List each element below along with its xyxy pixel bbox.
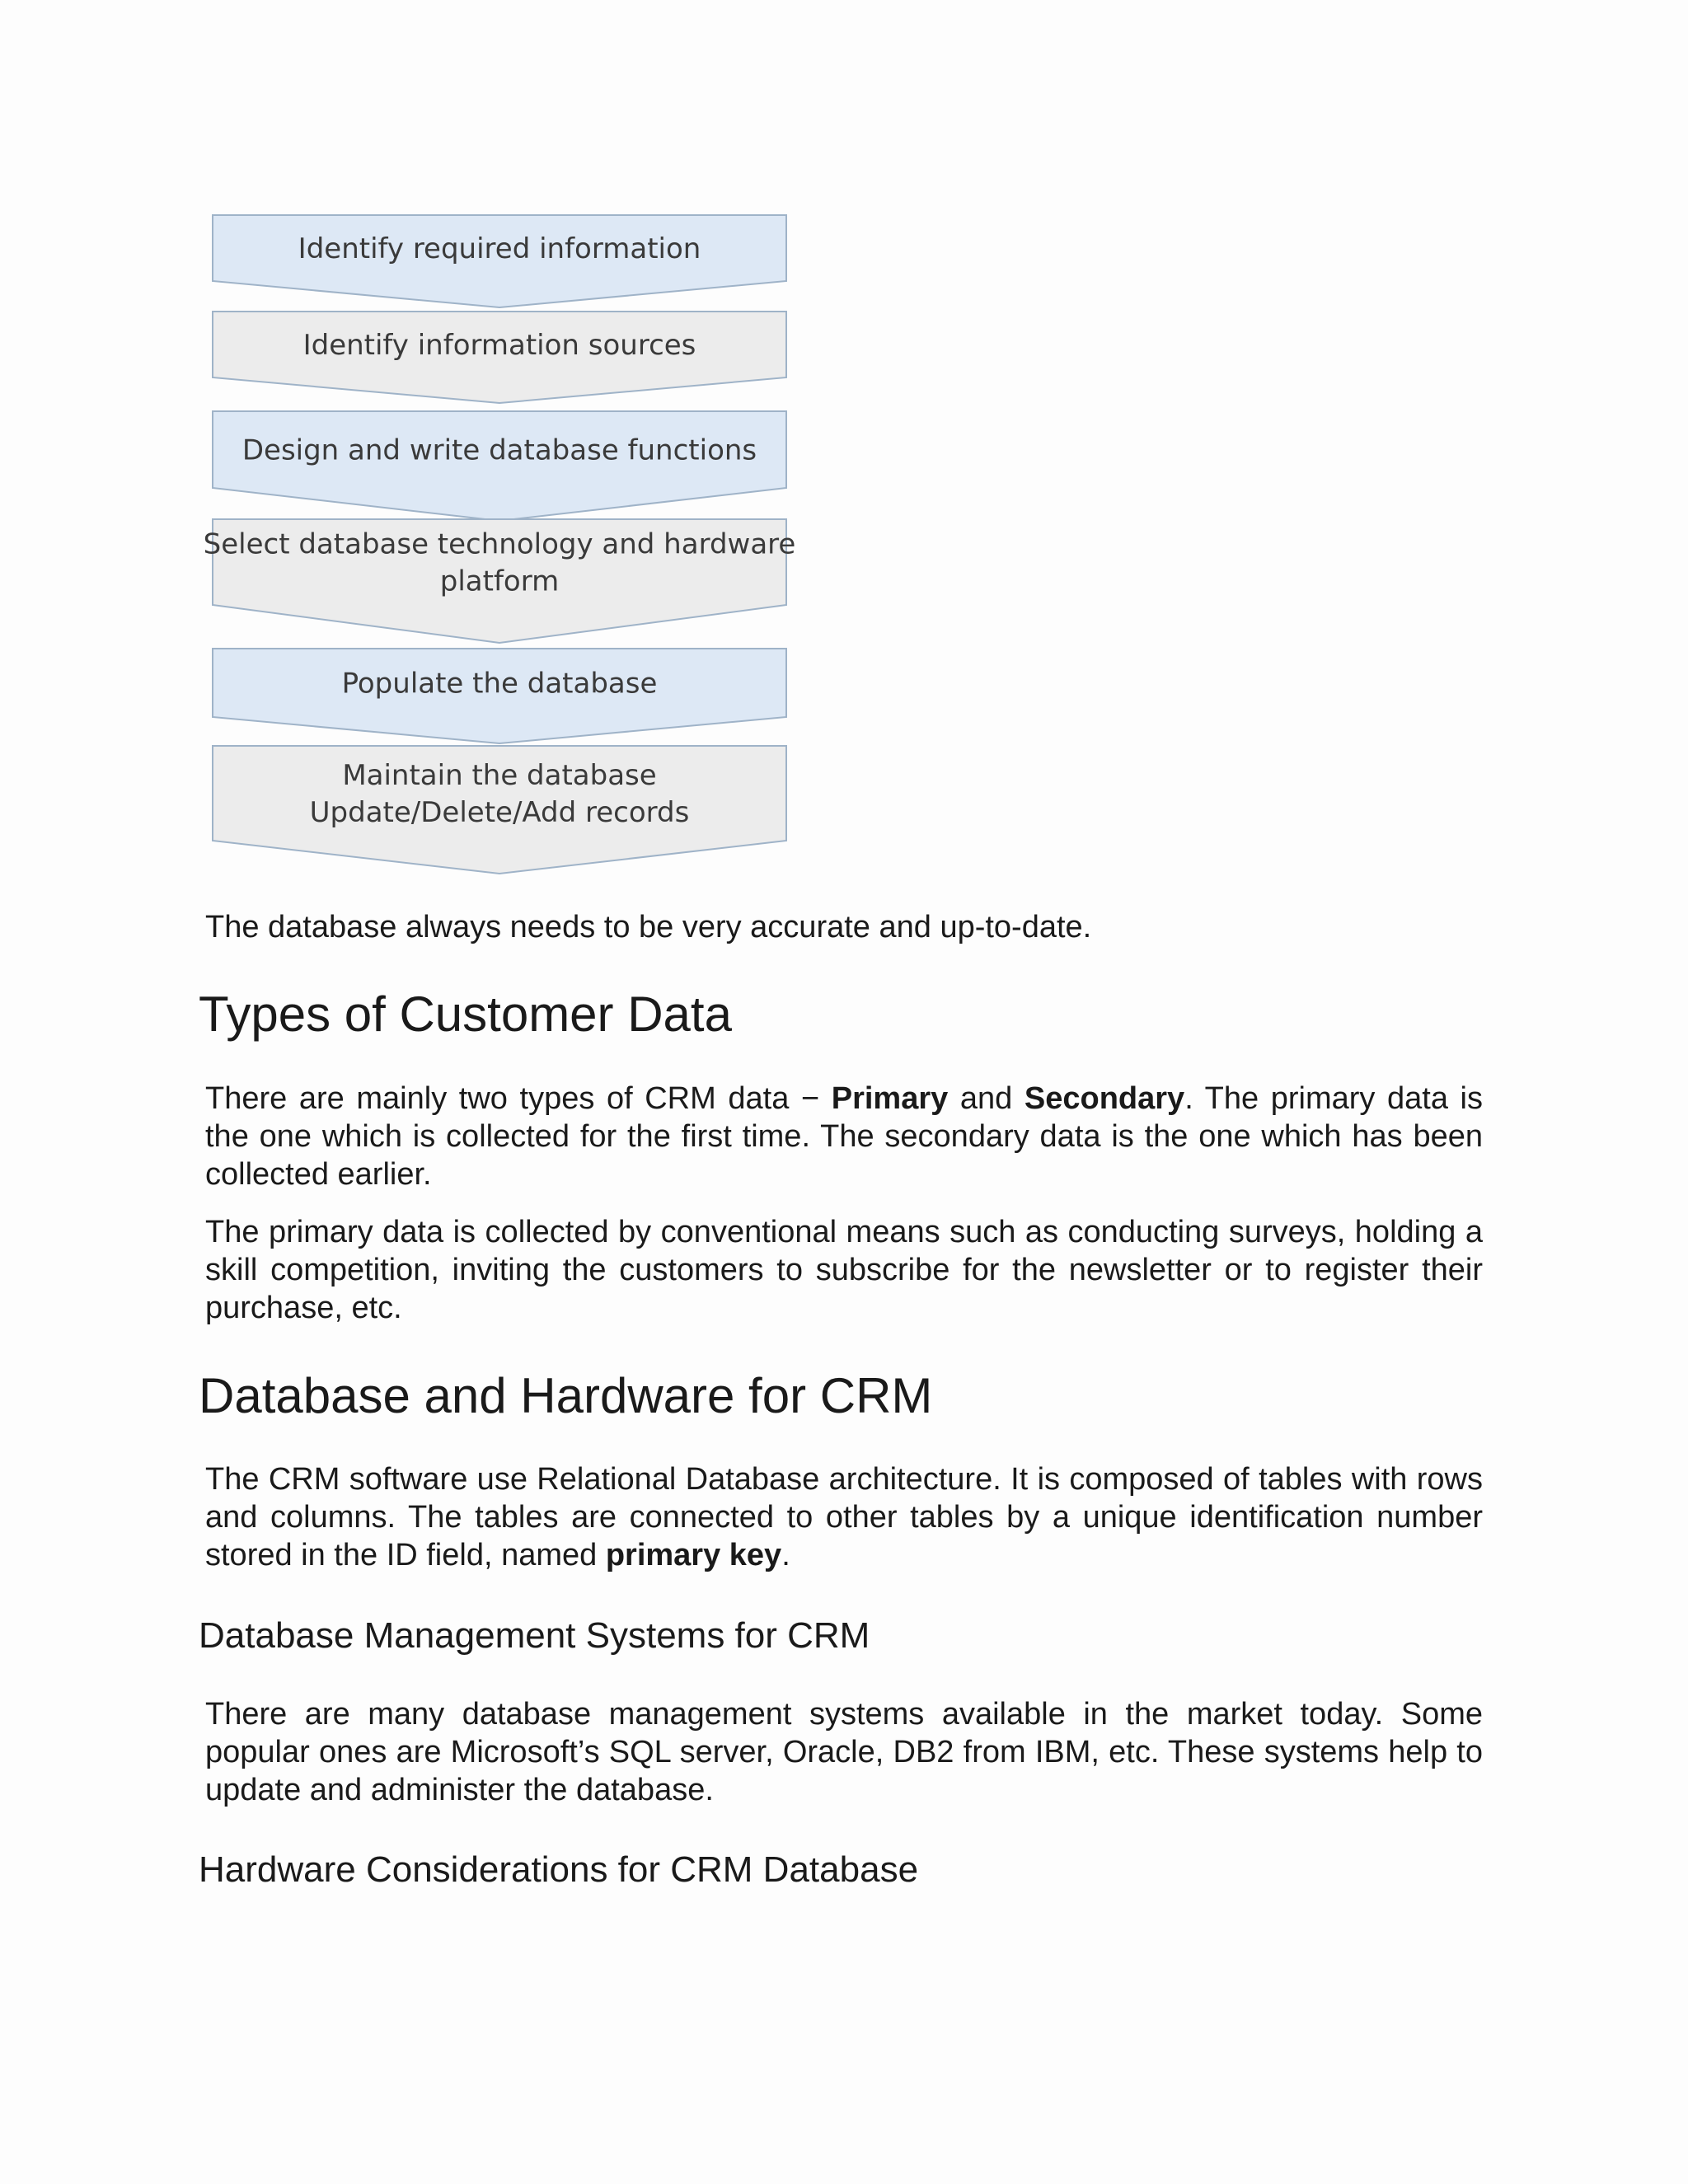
text-run: The CRM software use Relational Database architecture. It is composed of tables with rows and columns. The tables are connected to other tables by a unique identification number stored in the ID field, named (205, 1462, 1483, 1572)
paragraph-relational-database (205, 1460, 1483, 1574)
flow-step-label: Populate the database (341, 667, 658, 701)
flow-step-3 (213, 411, 786, 521)
bold-primary: Primary (831, 1081, 949, 1116)
heading-types-of-customer-data: Types of Customer Data (199, 987, 732, 1042)
intro-paragraph: The database always needs to be very accurate and up-to-date. (205, 910, 1092, 944)
heading-hardware-considerations: Hardware Considerations for CRM Database (199, 1849, 919, 1890)
flow-step-label: platform (439, 565, 560, 598)
heading-database-and-hardware: Database and Hardware for CRM (199, 1368, 933, 1423)
text-run: . The primary data is the one which is collected for the first time. The secondary data is the one which has been collected earlier. (205, 1081, 1484, 1192)
flow-step-label: Update/Delete/Add records (309, 796, 690, 829)
text-run: There are mainly two types of CRM data − (205, 1081, 832, 1116)
flow-step-label: Maintain the database (342, 759, 657, 792)
text-run: and (948, 1081, 1025, 1116)
bold-secondary: Secondary (1024, 1081, 1185, 1116)
flow-step-label: Select database technology and hardware (203, 527, 796, 561)
paragraph-crm-data-types (205, 1080, 1483, 1193)
process-flowchart (203, 210, 796, 878)
text-run: . (781, 1538, 790, 1572)
flow-step-6 (213, 746, 786, 874)
flowchart-svg (203, 210, 796, 878)
paragraph-primary-data-collection: The primary data is collected by conventional means such as conducting surveys, holding a skill competition, inviting the customers to subscribe for the newsletter or to register their purchase, etc. (205, 1215, 1483, 1325)
flow-step-1 (213, 215, 786, 307)
flow-step-label: Identify information sources (302, 329, 696, 362)
flow-step-label: Identify required information (298, 232, 701, 265)
flow-step-5 (213, 649, 786, 743)
heading-dbms-for-crm: Database Management Systems for CRM (199, 1615, 870, 1656)
flow-step-4 (204, 519, 796, 643)
flow-step-label: Design and write database functions (241, 434, 757, 467)
bold-primary-key: primary key (605, 1538, 782, 1572)
flow-step-2 (213, 312, 786, 403)
paragraph-dbms-examples: There are many database management systems available in the market today. Some popular ones are Microsoft’s SQL server, Oracle, DB2 from IBM, etc. These systems help to update and administer the database. (205, 1697, 1483, 1807)
